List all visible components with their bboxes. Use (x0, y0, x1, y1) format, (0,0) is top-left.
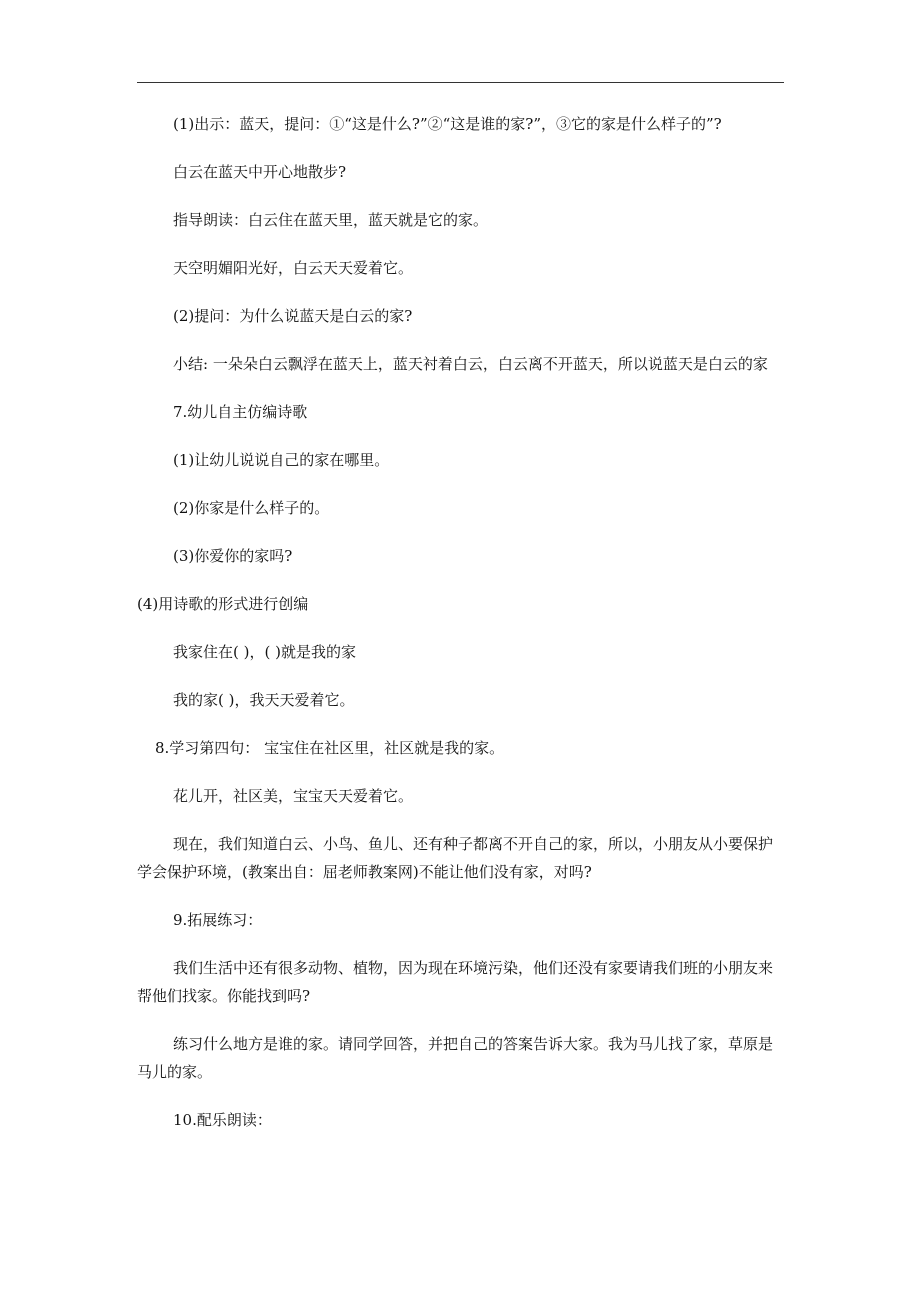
section-heading: 10.配乐朗读： (173, 1111, 272, 1129)
paragraph: 我家住在( )，( )就是我的家 (173, 643, 356, 661)
paragraph: 现在，我们知道白云、小鸟、鱼儿、还有种子都离不开自己的家，所以，小朋友从小要保护学会保护环境，(教案出自：屈老师教案网)不能让他们没有家，对吗? (137, 835, 774, 881)
section-heading: 9.拓展练习： (173, 911, 263, 929)
paragraph: (1)让幼儿说说自己的家在哪里。 (173, 451, 390, 469)
paragraph: 我的家( )，我天天爱着它。 (173, 691, 355, 709)
document-body (137, 110, 784, 1134)
paragraph: (2)提问：为什么说蓝天是白云的家? (173, 307, 413, 325)
paragraph: 我们生活中还有很多动物、植物，因为现在环境污染，他们还没有家要请我们班的小朋友来帮他们找家。你能找到吗? (137, 959, 774, 1005)
paragraph: (3)你爱你的家吗? (173, 547, 293, 565)
section-heading: 8.学习第四句： 宝宝住在社区里，社区就是我的家。 (155, 739, 505, 757)
paragraph: (1)出示：蓝天，提问：①“这是什么?”②“这是谁的家?”，③它的家是什么样子的”? (173, 115, 722, 133)
paragraph: 指导朗读：白云住在蓝天里，蓝天就是它的家。 (173, 211, 489, 229)
section-heading: 7.幼儿自主仿编诗歌 (173, 403, 308, 421)
header-rule (137, 82, 784, 83)
paragraph: 白云在蓝天中开心地散步? (173, 163, 347, 181)
paragraph: 花儿开，社区美，宝宝天天爱着它。 (173, 787, 414, 805)
paragraph: 小结: 一朵朵白云飘浮在蓝天上，蓝天衬着白云，白云离不开蓝天，所以说蓝天是白云的家 (173, 355, 768, 373)
paragraph: 练习什么地方是谁的家。请同学回答，并把自己的答案告诉大家。我为马儿找了家，草原是马儿的家。 (137, 1035, 774, 1081)
paragraph: (4)用诗歌的形式进行创编 (137, 595, 309, 613)
paragraph: 天空明媚阳光好，白云天天爱着它。 (173, 259, 414, 277)
paragraph: (2)你家是什么样子的。 (173, 499, 330, 517)
